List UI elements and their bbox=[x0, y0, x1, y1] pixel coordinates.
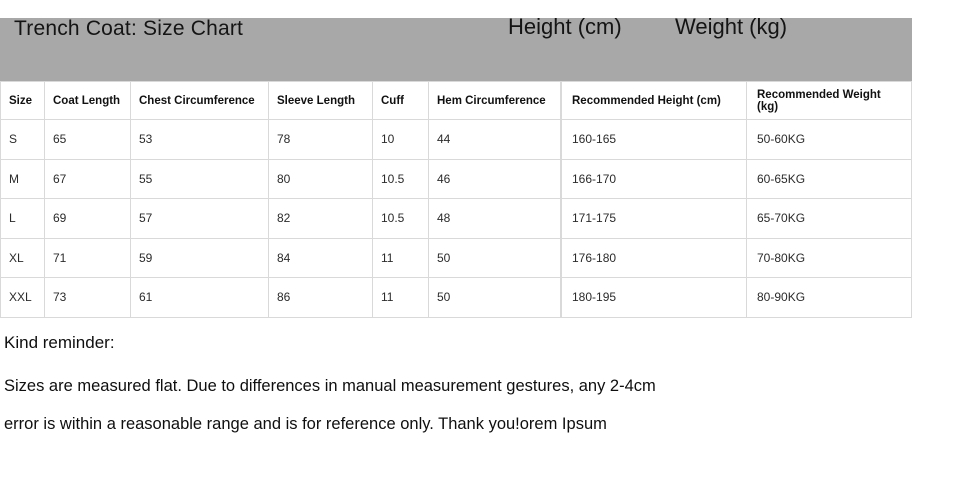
table-header-row bbox=[1, 82, 561, 120]
page-title: Trench Coat: Size Chart bbox=[14, 17, 244, 40]
cell-recommended-weight: 50-60KG bbox=[747, 120, 912, 160]
table-row bbox=[562, 278, 912, 318]
cell-cuff: 10.5 bbox=[373, 159, 429, 199]
table-row bbox=[1, 278, 561, 318]
column-header-recommended-weight: Recommended Weight (kg) bbox=[747, 82, 912, 120]
column-header-chest-circumference: Chest Circumference bbox=[131, 82, 269, 120]
note-line-1: Sizes are measured flat. Due to differences in manual measurement gestures, any 2-4cm bbox=[4, 377, 656, 395]
column-header-hem-circumference: Hem Circumference bbox=[429, 82, 561, 120]
cell-coat-length: 73 bbox=[45, 278, 131, 318]
column-header-size: Size bbox=[1, 82, 45, 120]
column-header-recommended-height: Recommended Height (cm) bbox=[562, 82, 747, 120]
cell-recommended-height: 176-180 bbox=[562, 238, 747, 278]
header-weight-label: Weight (kg) bbox=[675, 14, 788, 39]
cell-size: L bbox=[1, 199, 45, 239]
cell-cuff: 11 bbox=[373, 278, 429, 318]
cell-recommended-height: 180-195 bbox=[562, 278, 747, 318]
table-row bbox=[562, 120, 912, 160]
cell-chest-circumference: 59 bbox=[131, 238, 269, 278]
cell-hem-circumference: 44 bbox=[429, 120, 561, 160]
table-row bbox=[562, 159, 912, 199]
cell-chest-circumference: 53 bbox=[131, 120, 269, 160]
cell-cuff: 10 bbox=[373, 120, 429, 160]
cell-chest-circumference: 57 bbox=[131, 199, 269, 239]
cell-recommended-weight: 70-80KG bbox=[747, 238, 912, 278]
table-row bbox=[1, 159, 561, 199]
cell-hem-circumference: 50 bbox=[429, 278, 561, 318]
table-row bbox=[562, 199, 912, 239]
cell-chest-circumference: 55 bbox=[131, 159, 269, 199]
column-header-sleeve-length: Sleeve Length bbox=[269, 82, 373, 120]
table-row bbox=[1, 238, 561, 278]
cell-sleeve-length: 84 bbox=[269, 238, 373, 278]
kind-reminder-note bbox=[4, 333, 966, 443]
cell-cuff: 10.5 bbox=[373, 199, 429, 239]
cell-size: M bbox=[1, 159, 45, 199]
table-header-row bbox=[562, 82, 912, 120]
column-header-cuff: Cuff bbox=[373, 82, 429, 120]
cell-size: XXL bbox=[1, 278, 45, 318]
cell-recommended-height: 171-175 bbox=[562, 199, 747, 239]
cell-sleeve-length: 78 bbox=[269, 120, 373, 160]
cell-sleeve-length: 82 bbox=[269, 199, 373, 239]
cell-coat-length: 71 bbox=[45, 238, 131, 278]
cell-sleeve-length: 86 bbox=[269, 278, 373, 318]
cell-coat-length: 67 bbox=[45, 159, 131, 199]
recommendation-table bbox=[561, 81, 912, 318]
table-row bbox=[1, 199, 561, 239]
cell-coat-length: 69 bbox=[45, 199, 131, 239]
cell-recommended-height: 160-165 bbox=[562, 120, 747, 160]
table-row bbox=[562, 238, 912, 278]
cell-recommended-weight: 65-70KG bbox=[747, 199, 912, 239]
cell-size: XL bbox=[1, 238, 45, 278]
tables-container bbox=[0, 81, 912, 318]
note-line-2: error is within a reasonable range and is for reference only. Thank you!orem Ipsum bbox=[4, 415, 607, 433]
column-header-coat-length: Coat Length bbox=[45, 82, 131, 120]
cell-hem-circumference: 48 bbox=[429, 199, 561, 239]
cell-size: S bbox=[1, 120, 45, 160]
cell-hem-circumference: 46 bbox=[429, 159, 561, 199]
cell-recommended-height: 166-170 bbox=[562, 159, 747, 199]
cell-coat-length: 65 bbox=[45, 120, 131, 160]
table-row bbox=[1, 120, 561, 160]
cell-recommended-weight: 60-65KG bbox=[747, 159, 912, 199]
cell-recommended-weight: 80-90KG bbox=[747, 278, 912, 318]
cell-hem-circumference: 50 bbox=[429, 238, 561, 278]
cell-cuff: 11 bbox=[373, 238, 429, 278]
cell-sleeve-length: 80 bbox=[269, 159, 373, 199]
header-height-label: Height (cm) bbox=[508, 14, 622, 39]
cell-chest-circumference: 61 bbox=[131, 278, 269, 318]
note-title: Kind reminder: bbox=[4, 333, 115, 352]
size-table bbox=[0, 81, 561, 318]
